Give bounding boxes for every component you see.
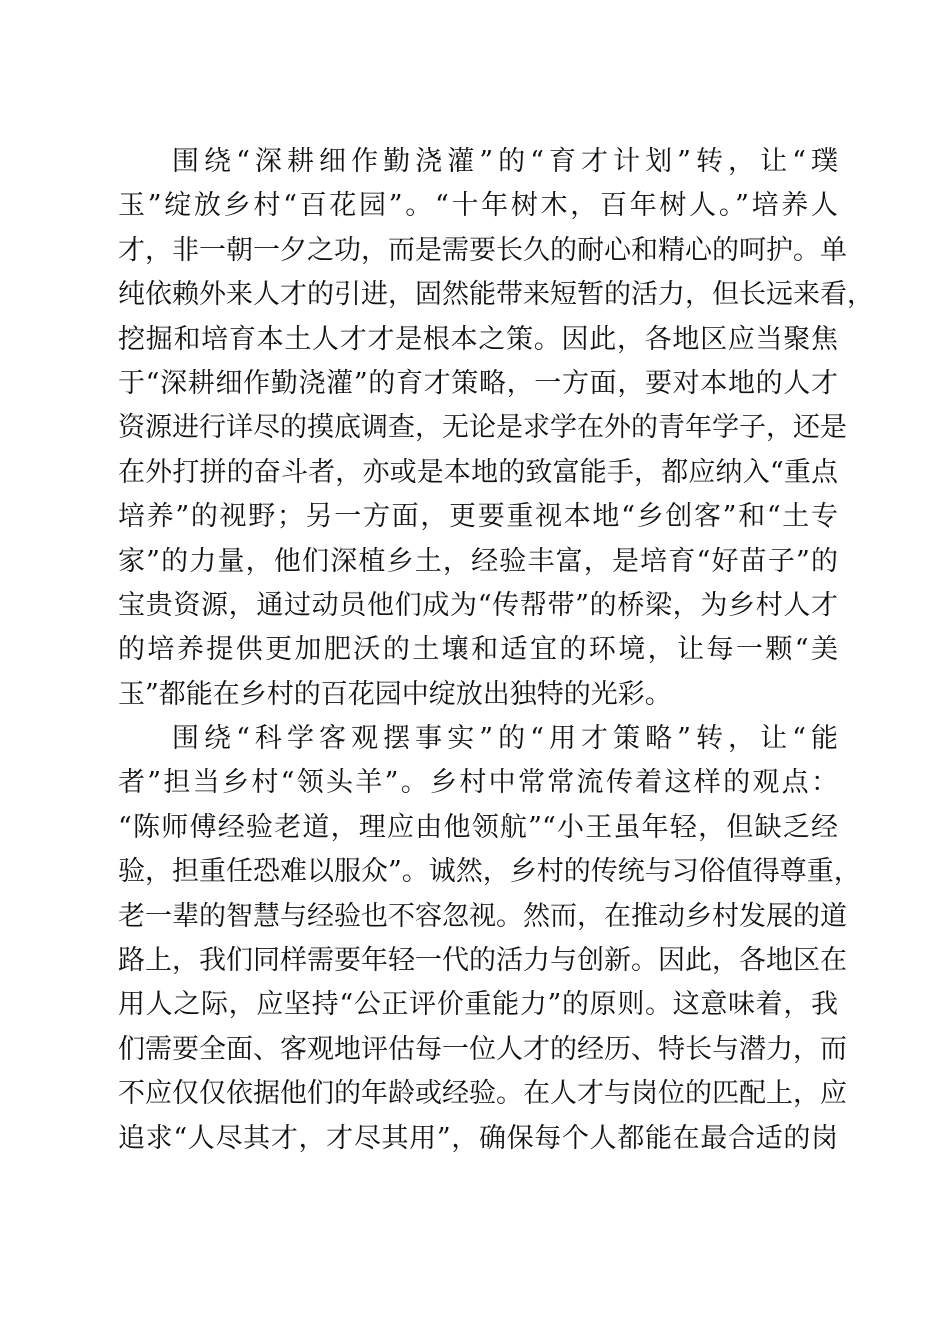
paragraph-2-line-3: “陈师傅经验老道，理应由他领航”“小王虽年轻，但缺乏经	[118, 811, 838, 843]
paragraph-2-line-2: 者”担当乡村“领头羊”。乡村中常常流传着这样的观点：	[118, 767, 838, 799]
paragraph-1-line-2: 玉”绽放乡村“百花园”。“十年树木，百年树人。”培养人	[118, 190, 838, 222]
paragraph-1-line-10: 家”的力量，他们深植乡土，经验丰富，是培育“好苗子”的	[118, 545, 838, 577]
paragraph-2-line-1: 围绕“科学客观摆事实”的“用才策略”转，让“能	[172, 723, 838, 755]
paragraph-1-line-7: 资源进行详尽的摸底调查，无论是求学在外的青年学子，还是	[118, 412, 847, 444]
paragraph-2-line-6: 路上，我们同样需要年轻一代的活力与创新。因此，各地区在	[118, 945, 847, 977]
paragraph-1-line-8: 在外打拼的奋斗者，亦或是本地的致富能手，都应纳入“重点	[118, 456, 838, 488]
paragraph-2-line-5: 老一辈的智慧与经验也不容忽视。然而，在推动乡村发展的道	[118, 900, 847, 932]
paragraph-1-line-4: 纯依赖外来人才的引进，固然能带来短暂的活力，但长远来看，	[118, 279, 874, 311]
paragraph-1-line-3: 才，非一朝一夕之功，而是需要长久的耐心和精心的呵护。单	[118, 234, 847, 266]
paragraph-2-line-7: 用人之际，应坚持“公正评价重能力”的原则。这意味着，我	[118, 989, 838, 1021]
paragraph-1-line-9: 培养”的视野；另一方面，更要重视本地“乡创客”和“土专	[118, 501, 838, 533]
paragraph-1-line-6: 于“深耕细作勤浇灌”的育才策略，一方面，要对本地的人才	[118, 367, 838, 399]
paragraph-1-line-5: 挖掘和培育本土人才才是根本之策。因此，各地区应当聚焦	[118, 323, 838, 355]
paragraph-1-line-1: 围绕“深耕细作勤浇灌”的“育才计划”转，让“璞	[172, 146, 838, 177]
paragraph-1-line-13: 玉”都能在乡村的百花园中绽放出独特的光彩。	[118, 678, 672, 710]
paragraph-2-line-8: 们需要全面、客观地评估每一位人才的经历、特长与潜力，而	[118, 1033, 847, 1065]
paragraph-2-line-9: 不应仅仅依据他们的年龄或经验。在人才与岗位的匹配上，应	[118, 1078, 847, 1110]
document-body	[118, 140, 874, 1161]
paragraph-1-line-11: 宝贵资源，通过动员他们成为“传帮带”的桥梁，为乡村人才	[118, 589, 838, 621]
paragraph-2-line-10: 追求“人尽其才，才尽其用”，确保每个人都能在最合适的岗	[118, 1122, 838, 1154]
paragraph-1-line-12: 的培养提供更加肥沃的土壤和适宜的环境，让每一颗“美	[118, 634, 838, 666]
paragraph-2-line-4: 验，担重任恐难以服众”。诚然，乡村的传统与习俗值得尊重，	[118, 856, 861, 888]
